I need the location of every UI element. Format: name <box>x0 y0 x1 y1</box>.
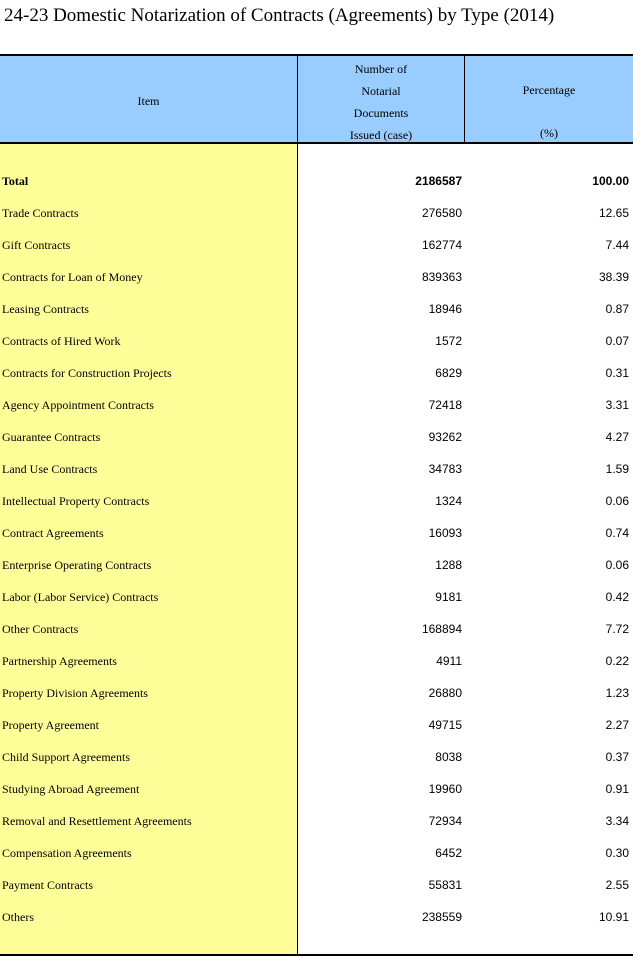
row-item: Removal and Resettlement Agreements <box>2 814 192 828</box>
row-item: Property Agreement <box>2 718 99 732</box>
row-number: 72418 <box>428 398 462 412</box>
row-item: Child Support Agreements <box>2 750 130 764</box>
table-row <box>0 870 633 902</box>
row-item: Gift Contracts <box>2 238 71 252</box>
table-row <box>0 646 633 678</box>
row-percentage: 7.72 <box>605 622 629 636</box>
total-row <box>0 166 633 198</box>
row-item: Contracts for Loan of Money <box>2 270 143 284</box>
table-row <box>0 198 633 230</box>
header-number-line: Number of <box>354 62 408 76</box>
header-number-line: Documents <box>353 106 409 120</box>
header-number <box>298 56 465 142</box>
row-number: 19960 <box>428 782 462 796</box>
row-percentage: 0.42 <box>605 590 629 604</box>
row-item: Agency Appointment Contracts <box>2 398 154 412</box>
row-percentage: 0.87 <box>605 302 629 316</box>
row-percentage: 0.91 <box>605 782 629 796</box>
row-item: Intellectual Property Contracts <box>2 494 150 508</box>
row-percentage: 0.07 <box>605 334 629 348</box>
row-number: 839363 <box>421 270 462 284</box>
row-item: Payment Contracts <box>2 878 93 892</box>
row-percentage: 7.44 <box>605 238 629 252</box>
table-row <box>0 678 633 710</box>
row-item: Total <box>2 174 29 188</box>
row-number: 6829 <box>435 366 462 380</box>
row-number: 18946 <box>428 302 462 316</box>
header-percentage-label: Percentage <box>522 83 576 97</box>
row-number: 238559 <box>421 910 462 924</box>
table-row <box>0 358 633 390</box>
row-number: 26880 <box>428 686 462 700</box>
table-row <box>0 326 633 358</box>
notarization-table <box>0 54 633 956</box>
row-percentage: 0.30 <box>605 846 629 860</box>
row-number: 93262 <box>428 430 462 444</box>
row-percentage: 0.06 <box>605 558 629 572</box>
row-item: Property Division Agreements <box>2 686 148 700</box>
table-row <box>0 486 633 518</box>
row-item: Land Use Contracts <box>2 462 98 476</box>
row-item: Guarantee Contracts <box>2 430 101 444</box>
table-row <box>0 550 633 582</box>
row-number: 8038 <box>435 750 462 764</box>
table-row <box>0 838 633 870</box>
table-header <box>0 56 633 144</box>
row-percentage: 1.23 <box>605 686 629 700</box>
row-item: Enterprise Operating Contracts <box>2 558 152 572</box>
row-percentage: 3.31 <box>605 398 629 412</box>
table-row <box>0 742 633 774</box>
table-row <box>0 614 633 646</box>
row-item: Contracts of Hired Work <box>2 334 121 348</box>
row-percentage: 1.59 <box>605 462 629 476</box>
table-row <box>0 774 633 806</box>
table-row <box>0 710 633 742</box>
row-item: Contracts for Construction Projects <box>2 366 172 380</box>
header-item <box>0 56 298 142</box>
table-row <box>0 518 633 550</box>
row-percentage: 0.06 <box>605 494 629 508</box>
row-item: Labor (Labor Service) Contracts <box>2 590 159 604</box>
table-row <box>0 806 633 838</box>
table-row <box>0 262 633 294</box>
table-row <box>0 230 633 262</box>
table-row <box>0 582 633 614</box>
page-title: 24-23 Domestic Notarization of Contracts (Agreements) by Type (2014) <box>4 5 555 26</box>
row-percentage: 0.31 <box>605 366 629 380</box>
row-item: Partnership Agreements <box>2 654 117 668</box>
table-row <box>0 294 633 326</box>
row-number: 162774 <box>421 238 462 252</box>
row-number: 1572 <box>435 334 462 348</box>
row-percentage: 38.39 <box>598 270 629 284</box>
row-number: 1324 <box>435 494 462 508</box>
row-item: Other Contracts <box>2 622 79 636</box>
row-percentage: 10.91 <box>598 910 629 924</box>
table-row <box>0 902 633 934</box>
header-number-line: Notarial <box>361 84 401 98</box>
row-number: 276580 <box>421 206 462 220</box>
row-number: 4911 <box>436 654 462 668</box>
row-number: 16093 <box>428 526 462 540</box>
row-number: 6452 <box>435 846 462 860</box>
row-item: Others <box>2 910 34 924</box>
row-percentage: 2.55 <box>605 878 629 892</box>
table-row <box>0 454 633 486</box>
row-percentage: 0.74 <box>605 526 629 540</box>
row-percentage: 3.34 <box>605 814 629 828</box>
row-item: Leasing Contracts <box>2 302 89 316</box>
row-percentage: 12.65 <box>598 206 629 220</box>
row-item: Contract Agreements <box>2 526 104 540</box>
row-percentage: 4.27 <box>605 430 629 444</box>
table-body <box>0 144 633 954</box>
row-percentage: 0.37 <box>605 750 629 764</box>
header-percentage <box>465 56 633 142</box>
header-percentage-unit: (%) <box>540 126 558 140</box>
table-row <box>0 390 633 422</box>
row-percentage: 2.27 <box>605 718 629 732</box>
row-number: 9181 <box>435 590 462 604</box>
row-item: Trade Contracts <box>2 206 79 220</box>
row-number: 34783 <box>428 462 462 476</box>
row-number: 1288 <box>435 558 462 572</box>
row-number: 168894 <box>421 622 462 636</box>
row-number: 55831 <box>428 878 462 892</box>
row-percentage: 0.22 <box>605 654 629 668</box>
row-item: Compensation Agreements <box>2 846 132 860</box>
row-number: 49715 <box>428 718 462 732</box>
row-number: 2186587 <box>415 174 462 188</box>
header-item-label: Item <box>137 94 160 108</box>
header-number-line: Issued (case) <box>349 128 413 142</box>
table-row <box>0 422 633 454</box>
row-item: Studying Abroad Agreement <box>2 782 140 796</box>
row-number: 72934 <box>428 814 462 828</box>
row-percentage: 100.00 <box>592 174 629 188</box>
